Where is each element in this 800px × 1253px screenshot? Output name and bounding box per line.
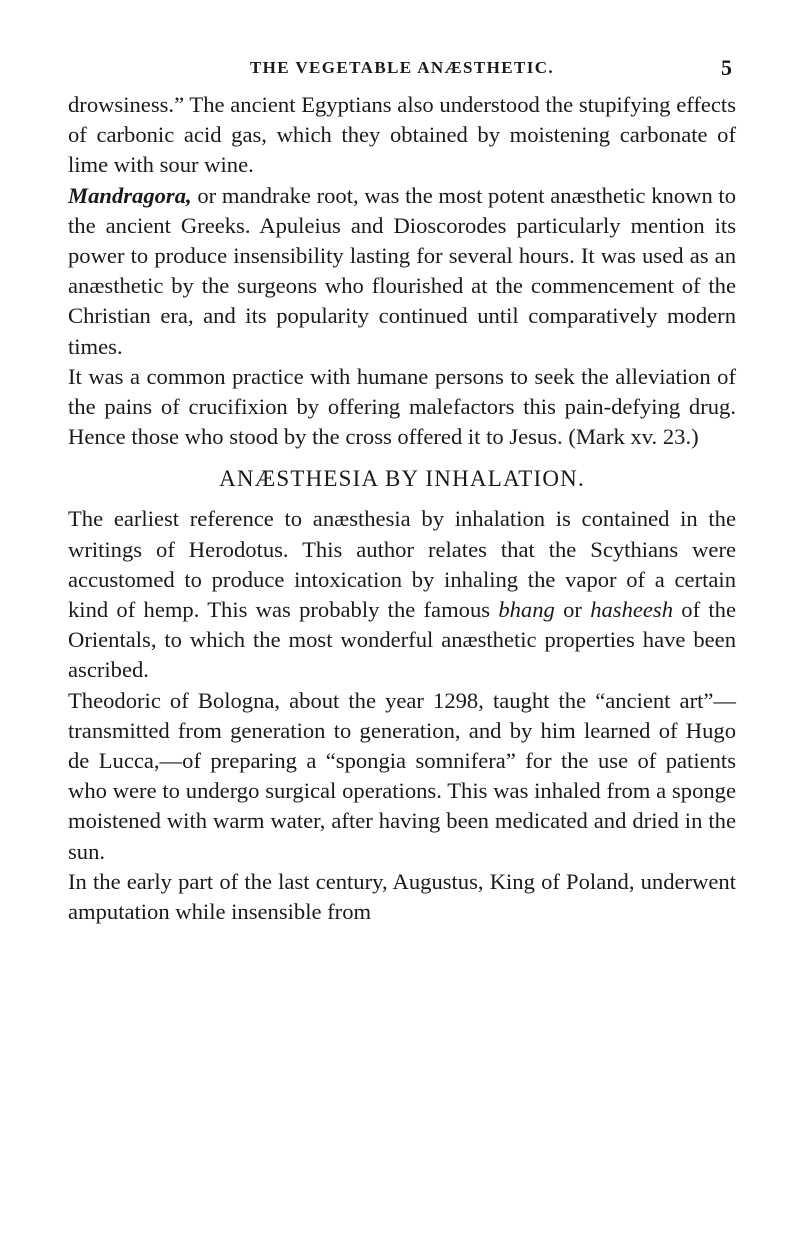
paragraph-text: Theodoric of Bologna, about the year 1298, taught the “ancient art”—transmitted from generation to generation, and by him learned of Hugo de Lucca,—of preparing a “spongia somnifera” for the use of patients who were to undergo surgical operations. This was inhaled from a sponge moistened with warm water, after having been medicated and dried in the sun. xyxy=(68,687,736,864)
running-title: THE VEGETABLE ANÆSTHETIC. xyxy=(249,58,555,77)
paragraph xyxy=(68,867,736,927)
paragraphs-before-heading xyxy=(68,90,736,452)
paragraph-text: of the Orientals, to which the most wonderful anæsthetic properties have been ascribed. xyxy=(68,597,736,683)
book-page xyxy=(68,55,736,927)
italic-term: bhang xyxy=(498,597,555,623)
paragraph-text: In the early part of the last century, Augustus, King of Poland, underwent amputation while insensible from xyxy=(68,868,736,925)
paragraph xyxy=(68,686,736,867)
page-number: 5 xyxy=(721,55,732,80)
paragraph xyxy=(68,90,736,181)
bold-italic-term: Mandragora, xyxy=(68,182,192,208)
paragraph-text: or xyxy=(554,597,591,623)
paragraph-text: or mandrake root, was the most potent anæsthetic known to the ancient Greeks. Apuleius and Dioscorodes particularly mention its power to produce insensibility lasting for several hours. It was used as an anæsthetic by the surgeons who flourished at the commencement of the Christian era, and its popularity continued until comparatively modern times. xyxy=(68,182,736,359)
paragraphs-after-heading xyxy=(68,504,736,927)
body-text xyxy=(68,90,736,927)
paragraph-text: drowsiness.” The ancient Egyptians also understood the stupifying effects of carbonic acid gas, which they obtained by moistening carbonate of lime with sour wine. xyxy=(68,92,736,178)
section-heading: ANÆSTHESIA BY INHALATION. xyxy=(219,466,585,492)
paragraph-text: It was a common practice with humane persons to seek the alleviation of the pains of crucifixion by offering malefactors this pain-defying drug. Hence those who stood by the cross offered it to Jesus. (Mark xv. 23.) xyxy=(68,363,736,450)
paragraph xyxy=(68,504,736,685)
paragraph-text: The earliest reference to anæsthesia by inhalation is contained in the writings of Herodotus. This author relates that the Scythians were accustomed to produce intoxication by inhaling the vapor of a certain kind of hemp. This was probably the famous xyxy=(68,506,736,623)
italic-term: hasheesh xyxy=(590,597,674,623)
running-head xyxy=(68,55,736,88)
paragraph xyxy=(68,362,736,453)
paragraph xyxy=(68,181,736,362)
